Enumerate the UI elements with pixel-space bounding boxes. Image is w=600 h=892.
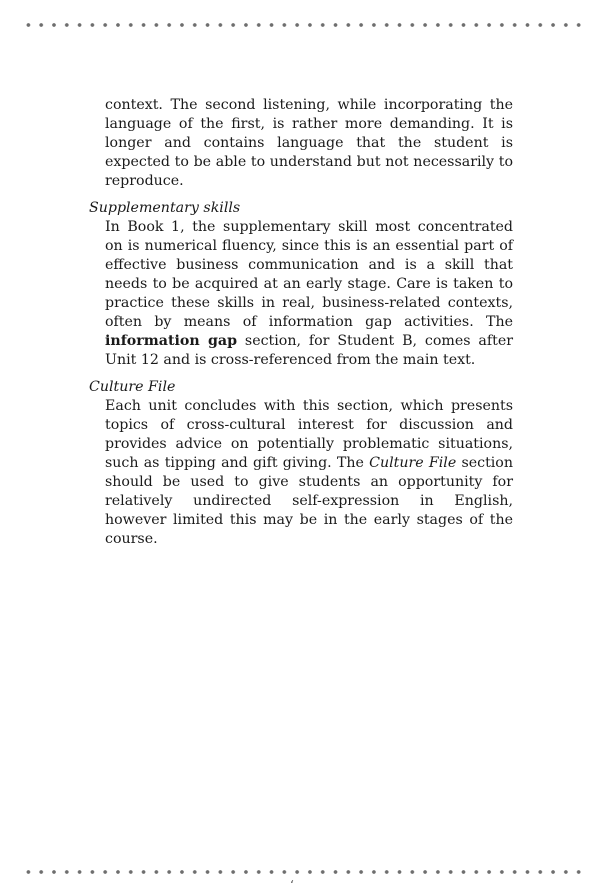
culture-text-start: Each unit concludes with this section, which presents topics of cross-cultural interest for discussion and provides advice on potentially problematic situations, such as tipping and gift giving. The (105, 398, 513, 471)
supplementary-skills-paragraph (105, 218, 513, 370)
page-body (89, 96, 513, 549)
culture-file-heading: Culture File (89, 379, 176, 395)
supplementary-skills-heading: Supplementary skills (89, 200, 241, 216)
page-number: ʻ (290, 878, 294, 892)
culture-file-term: Culture File (369, 455, 457, 471)
supplementary-text-start: In Book 1, the supplementary skill most concentrated on is numerical fluency, since this is an essential part of effective business communication and is a skill that needs to be acquired at an early stage. Care is taken to practice these skills in real, business-related contexts, often by means of information gap activities. The (105, 219, 513, 330)
supplementary-text-end: section, for Student B, comes after Unit 12 and is cross-referenced from the main text. (105, 333, 513, 368)
top-dotted-border (22, 21, 582, 29)
information-gap-term: information gap (105, 333, 238, 349)
culture-file-paragraph (105, 397, 513, 549)
intro-paragraph: context. The second listening, while incorporating the language of the first, is rather more demanding. It is longer and contains language that the student is expected to be able to understand but not necessarily to reproduce. (105, 97, 513, 189)
bottom-dotted-border (22, 868, 582, 876)
culture-text-end: section should be used to give students an opportunity for relatively undirected self-expression in English, however limited this may be in the early stages of the course. (105, 455, 513, 547)
